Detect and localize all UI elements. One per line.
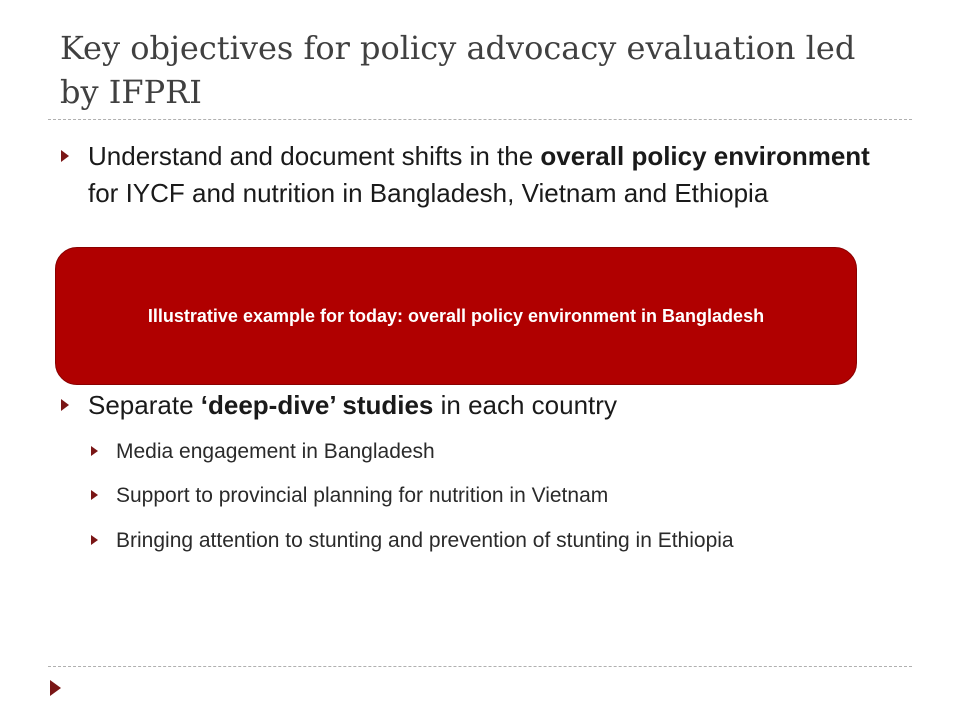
bullet-text-pre: Separate (88, 390, 201, 420)
title-divider (48, 119, 912, 120)
footer-divider (48, 666, 912, 667)
bullet-deep-dive (88, 387, 878, 424)
bullet-text-post: in each country (433, 390, 617, 420)
triangle-right-icon (50, 680, 61, 696)
bullet-text-bold: overall policy environment (540, 141, 870, 171)
triangle-right-icon (61, 399, 69, 411)
bullet-text-post: for IYCF and nutrition in Bangladesh, Vietnam and Ethiopia (88, 178, 769, 208)
sub-bullet-media: Media engagement in Bangladesh (116, 440, 435, 463)
illustrative-callout (55, 247, 857, 385)
sub-bullet-stunting: Bringing attention to stunting and prevention of stunting in Ethiopia (116, 529, 734, 552)
triangle-right-icon (91, 446, 98, 456)
triangle-right-icon (91, 490, 98, 500)
bullet-text-pre: Understand and document shifts in the (88, 141, 541, 171)
bullet-text-bold: ‘deep-dive’ studies (200, 390, 434, 420)
triangle-right-icon (91, 535, 98, 545)
sub-bullet-planning: Support to provincial planning for nutrition in Vietnam (116, 484, 609, 507)
bullet-overall-policy (88, 138, 878, 212)
slide-title: Key objectives for policy advocacy evaluation led by IFPRI (60, 29, 856, 111)
triangle-right-icon (61, 150, 69, 162)
callout-text: Illustrative example for today: overall policy environment in Bangladesh (147, 305, 765, 326)
